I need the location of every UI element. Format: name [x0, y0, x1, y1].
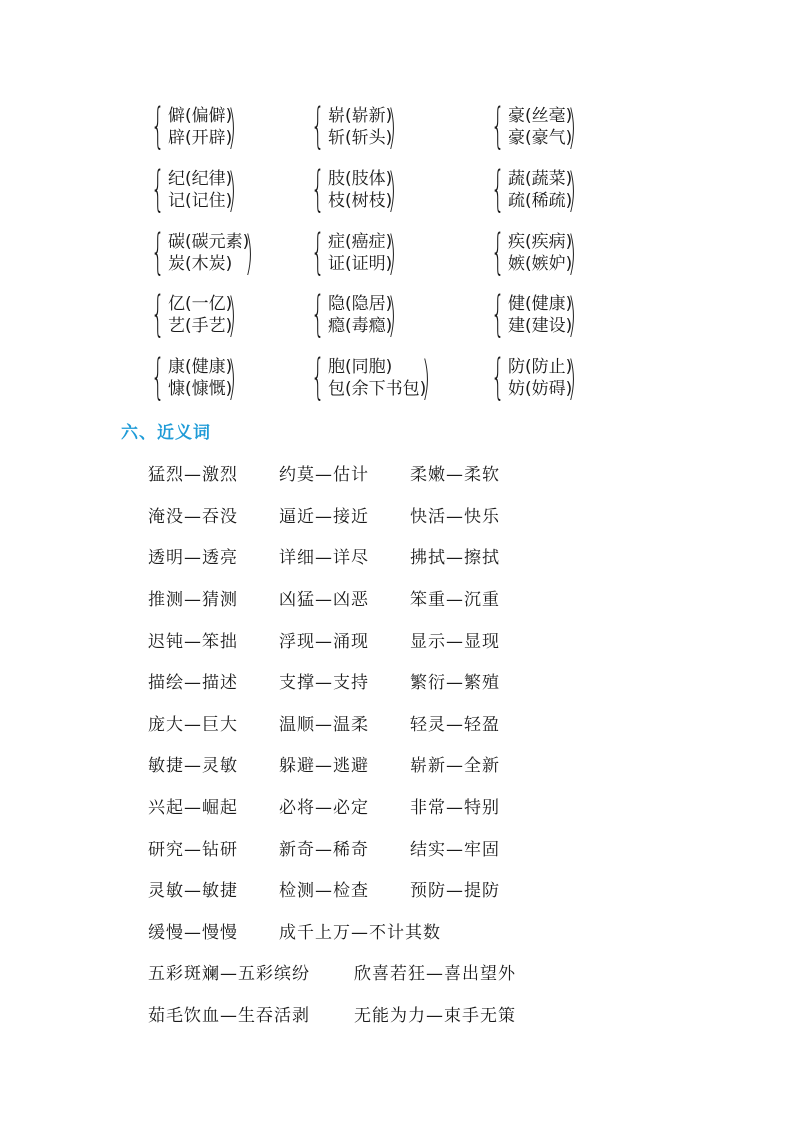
word-line: 症(癌症)	[328, 232, 393, 252]
synonym-pair: 必将—必定	[279, 798, 369, 818]
synonym-pair: 预防—提防	[410, 881, 500, 901]
char-group	[311, 224, 410, 280]
right-brace: )	[228, 100, 237, 154]
synonym-pair: 缓慢—慢慢	[148, 923, 238, 943]
word-line: 崭(崭新)	[328, 106, 393, 126]
left-brace: {	[151, 286, 165, 342]
synonym-pair: 淹没—吞没	[148, 507, 238, 527]
word-line: 证(证明)	[328, 254, 393, 274]
word-line: 辟(开辟)	[168, 128, 233, 148]
synonym-pair: 猛烈—激烈	[148, 465, 238, 485]
synonym-pair: 非常—特别	[410, 798, 500, 818]
synonym-pair: 欣喜若狂—喜出望外	[354, 964, 516, 984]
synonym-pair: 检测—检查	[279, 881, 369, 901]
word-line: 隐(隐居)	[328, 294, 393, 314]
right-brace: )	[568, 163, 577, 217]
synonym-pair: 五彩斑斓—五彩缤纷	[148, 964, 310, 984]
left-brace: {	[151, 349, 165, 405]
synonym-pair: 迟钝—笨拙	[148, 632, 238, 652]
word-line: 蔬(蔬菜)	[508, 169, 573, 189]
char-group	[151, 161, 250, 217]
char-group	[491, 161, 590, 217]
synonym-pair: 新奇—稀奇	[279, 840, 369, 860]
word-line: 妨(妨碍)	[508, 379, 573, 399]
left-brace: {	[311, 349, 325, 405]
synonym-pair: 庞大—巨大	[148, 715, 238, 735]
word-line: 胞(同胞)	[328, 357, 393, 377]
synonym-pair: 敏捷—灵敏	[148, 756, 238, 776]
word-line: 炭(木炭)	[168, 254, 233, 274]
word-line: 记(记住)	[168, 191, 233, 211]
right-brace: )	[228, 288, 237, 342]
word-line: 包(余下书包)	[328, 379, 427, 399]
word-line: 斩(斩头)	[328, 128, 393, 148]
right-brace: )	[388, 288, 397, 342]
synonym-pair: 柔嫩—柔软	[410, 465, 500, 485]
synonym-pair: 研究—钻研	[148, 840, 238, 860]
left-brace: {	[311, 286, 325, 342]
synonym-pair: 凶猛—凶恶	[279, 590, 369, 610]
synonym-pair: 躲避—逃避	[279, 756, 369, 776]
word-line: 纪(纪律)	[168, 169, 233, 189]
synonym-pair: 结实—牢固	[410, 840, 500, 860]
right-brace: )	[228, 351, 237, 405]
char-group	[151, 224, 260, 280]
right-brace: )	[568, 226, 577, 280]
word-line: 康(健康)	[168, 357, 233, 377]
char-group	[311, 98, 410, 154]
synonym-pair: 茹毛饮血—生吞活剥	[148, 1006, 310, 1026]
synonym-pair: 灵敏—敏捷	[148, 881, 238, 901]
synonym-pair: 拂拭—擦拭	[410, 548, 500, 568]
right-brace: )	[245, 226, 254, 280]
synonym-pair: 温顺—温柔	[279, 715, 369, 735]
synonym-pair: 浮现—涌现	[279, 632, 369, 652]
section-heading: 六、近义词	[121, 423, 211, 443]
right-brace: )	[422, 351, 431, 405]
synonym-pair: 详细—详尽	[279, 548, 369, 568]
left-brace: {	[491, 286, 505, 342]
synonym-pair: 繁衍—繁殖	[410, 673, 500, 693]
word-line: 健(健康)	[508, 294, 573, 314]
word-line: 艺(手艺)	[168, 316, 233, 336]
char-group	[491, 98, 590, 154]
right-brace: )	[228, 163, 237, 217]
synonym-pair: 描绘—描述	[148, 673, 238, 693]
right-brace: )	[568, 288, 577, 342]
left-brace: {	[491, 98, 505, 154]
word-line: 嫉(嫉妒)	[508, 254, 573, 274]
synonym-pair: 约莫—估计	[279, 465, 369, 485]
right-brace: )	[568, 100, 577, 154]
left-brace: {	[151, 98, 165, 154]
synonym-pair: 轻灵—轻盈	[410, 715, 500, 735]
synonym-pair: 显示—显现	[410, 632, 500, 652]
synonym-pair: 成千上万—不计其数	[279, 923, 441, 943]
synonym-pair: 支撑—支持	[279, 673, 369, 693]
word-line: 僻(偏僻)	[168, 106, 233, 126]
word-line: 建(建设)	[508, 316, 573, 336]
word-line: 枝(树枝)	[328, 191, 393, 211]
char-group	[311, 161, 410, 217]
left-brace: {	[311, 224, 325, 280]
char-group	[151, 349, 250, 405]
char-group	[151, 286, 250, 342]
synonym-pair: 推测—猜测	[148, 590, 238, 610]
char-group	[151, 98, 250, 154]
right-brace: )	[568, 351, 577, 405]
synonym-pair: 快活—快乐	[410, 507, 500, 527]
left-brace: {	[491, 161, 505, 217]
word-line: 碳(碳元素)	[168, 232, 250, 252]
synonym-pair: 崭新—全新	[410, 756, 500, 776]
right-brace: )	[388, 163, 397, 217]
char-group	[491, 224, 590, 280]
synonym-pair: 无能为力—束手无策	[354, 1006, 516, 1026]
char-group	[311, 349, 440, 405]
synonym-pair: 笨重—沉重	[410, 590, 500, 610]
char-group	[491, 349, 590, 405]
char-group	[491, 286, 590, 342]
left-brace: {	[491, 224, 505, 280]
right-brace: )	[388, 100, 397, 154]
synonym-pair: 透明—透亮	[148, 548, 238, 568]
word-line: 慷(慷慨)	[168, 379, 233, 399]
word-line: 豪(丝毫)	[508, 106, 573, 126]
left-brace: {	[311, 161, 325, 217]
left-brace: {	[491, 349, 505, 405]
word-line: 防(防止)	[508, 357, 573, 377]
left-brace: {	[151, 161, 165, 217]
left-brace: {	[151, 224, 165, 280]
word-line: 疏(稀疏)	[508, 191, 573, 211]
char-group	[311, 286, 410, 342]
word-line: 肢(肢体)	[328, 169, 393, 189]
word-line: 瘾(毒瘾)	[328, 316, 393, 336]
right-brace: )	[388, 226, 397, 280]
synonym-pair: 兴起—崛起	[148, 798, 238, 818]
synonym-pair: 逼近—接近	[279, 507, 369, 527]
left-brace: {	[311, 98, 325, 154]
word-line: 疾(疾病)	[508, 232, 573, 252]
word-line: 豪(豪气)	[508, 128, 573, 148]
word-line: 亿(一亿)	[168, 294, 233, 314]
